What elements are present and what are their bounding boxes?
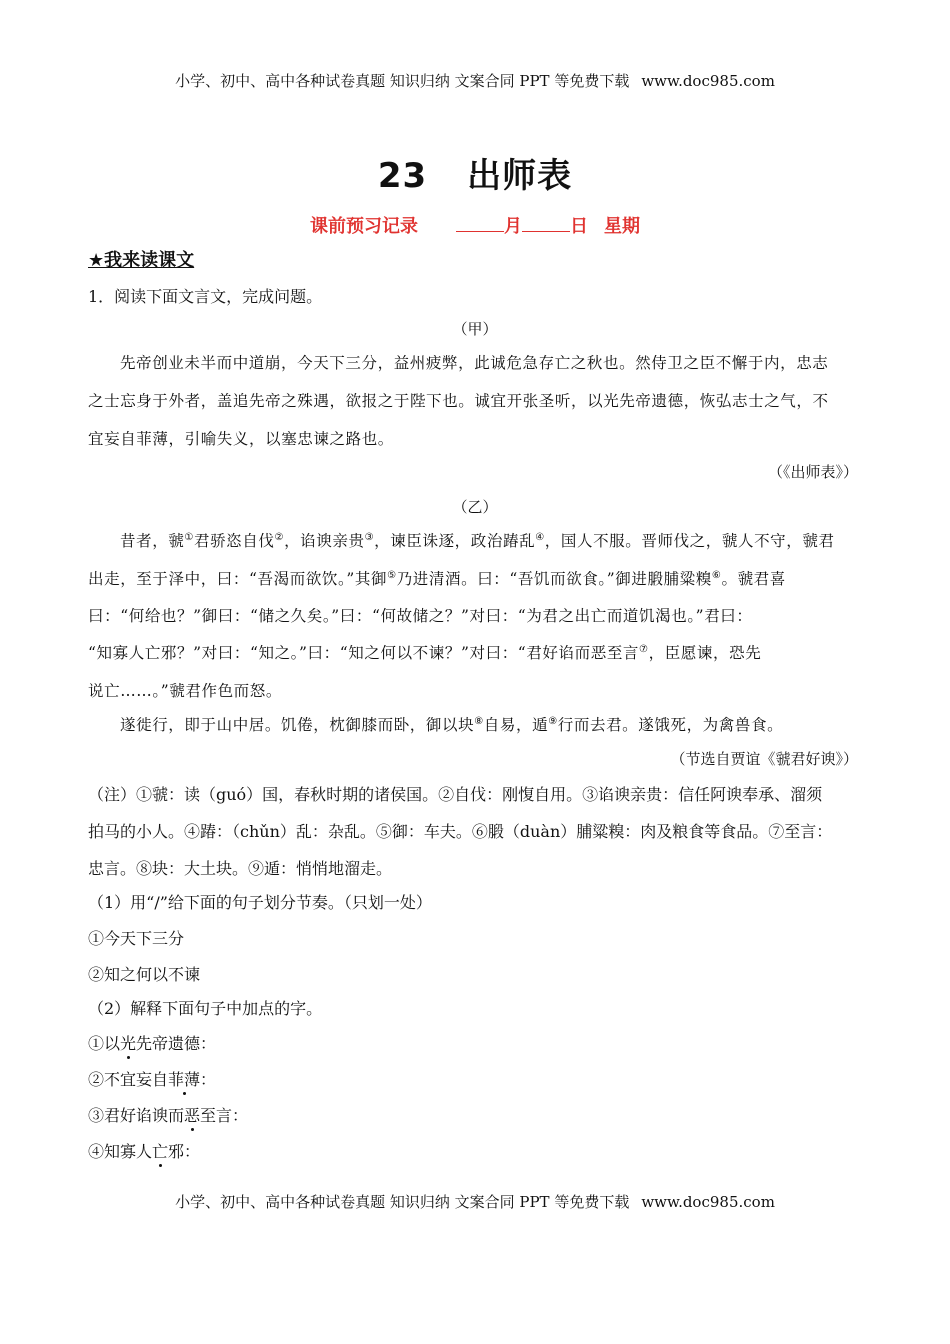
day-label: 日 — [570, 216, 588, 237]
passage-yi-label: （乙） — [452, 498, 498, 516]
dotted-char: 亡 — [152, 1142, 169, 1161]
lesson-number: 23 — [377, 156, 428, 196]
lesson-name: 出师表 — [467, 156, 573, 196]
passage-jia-label: （甲） — [452, 320, 498, 338]
prep-record — [0, 212, 950, 238]
yi-line-6: 遂徙行，即于山中居。饥倦，枕御膝而卧，御以块⑧自易，遁⑨行而去君。遂饿死，为禽兽食。 — [120, 715, 784, 734]
month-blank[interactable] — [456, 215, 504, 232]
yi-line-2: 出走，至于泽中，曰：“吾渴而欲饮。”其御⑤乃进清酒。曰：“吾饥而欲食。”御进腶脯粱糗⑥。虢君喜 — [88, 569, 786, 588]
day-blank[interactable] — [522, 215, 570, 232]
sub-question-1: （1）用“/”给下面的句子划分节奏。（只划一处） — [88, 893, 432, 912]
footer-text: 小学、初中、高中各种试卷真题 知识归纳 文案合同 PPT 等免费下载 — [175, 1193, 630, 1211]
jia-line-1: 先帝创业未半而中道崩，今天下三分，益州疲弊，此诚危急存亡之秋也。然侍卫之臣不懈于内，忠志 — [120, 354, 829, 372]
jia-line-3: 宜妄自菲薄，引喻失义，以塞忠谏之路也。 — [88, 430, 394, 448]
sub2-item-1: ①以光先帝遗德： — [88, 1034, 217, 1053]
prep-label: 课前预习记录 — [310, 216, 418, 237]
yi-line-4: “知寡人亡邪？”对曰：“知之。”曰：“知之何以不谏？”对曰：“君好谄而恶至言⑦，臣愿谏，恐先 — [88, 643, 762, 662]
yi-line-1: 昔者，虢①君骄恣自伐②，谄谀亲贵③，谏臣诛逐，政治踳乱④，国人不服。晋师伐之，虢人不守，虢君 — [120, 531, 835, 550]
yi-line-3: 曰：“何给也？”御曰：“储之久矣。”曰：“何故储之？”对曰：“为君之出亡而道饥渴也。”君曰： — [88, 607, 753, 625]
sub-question-2: （2）解释下面句子中加点的字。 — [88, 999, 323, 1018]
jia-line-2: 之士忘身于外者，盖追先帝之殊遇，欲报之于陛下也。诚宜开张圣听，以光先帝遗德，恢弘志士之气，不 — [88, 392, 829, 410]
month-label: 月 — [504, 216, 522, 237]
sub2-item-3: ③君好谄谀而恶至言： — [88, 1106, 249, 1125]
week-label: 星期 — [604, 216, 640, 237]
header-url[interactable]: www.doc985.com — [641, 72, 775, 90]
sub1-item-2: ②知之何以不谏 — [88, 965, 201, 984]
section-heading: ★我来读课文 — [88, 250, 195, 271]
dotted-char: 恶 — [184, 1106, 201, 1125]
notes-line-1: （注）①虢：读（guó）国，春秋时期的诸侯国。②自伐：刚愎自用。③谄谀亲贵：信任阿谀奉承、溜须 — [88, 785, 823, 804]
dotted-char: 菲薄 — [168, 1070, 201, 1089]
notes-line-2: 拍马的小人。④踳：（chǔn）乱：杂乱。⑤御：车夫。⑥腶（duàn）脯粱糗：肉及粮食等食品。⑦至言： — [88, 822, 833, 841]
question-1: 1．阅读下面文言文，完成问题。 — [88, 287, 323, 306]
sub2-item-2: ②不宜妄自菲薄： — [88, 1070, 217, 1089]
header-text: 小学、初中、高中各种试卷真题 知识归纳 文案合同 PPT 等免费下载 — [175, 72, 630, 90]
dotted-char: 光 — [120, 1034, 137, 1053]
jia-source: （《出师表》） — [767, 463, 858, 481]
notes-line-3: 忠言。⑧块：大土块。⑨遁：悄悄地溜走。 — [88, 859, 393, 878]
yi-source: （节选自贾谊《虢君好谀》） — [670, 750, 858, 768]
sub2-item-4: ④知寡人亡邪： — [88, 1142, 201, 1161]
yi-line-5: 说亡……。”虢君作色而怒。 — [88, 682, 282, 700]
footer-url[interactable]: www.doc985.com — [641, 1193, 775, 1211]
page-header — [0, 70, 950, 91]
sub1-item-1: ①今天下三分 — [88, 929, 185, 948]
page-title — [0, 148, 950, 197]
page-footer — [0, 1191, 950, 1212]
